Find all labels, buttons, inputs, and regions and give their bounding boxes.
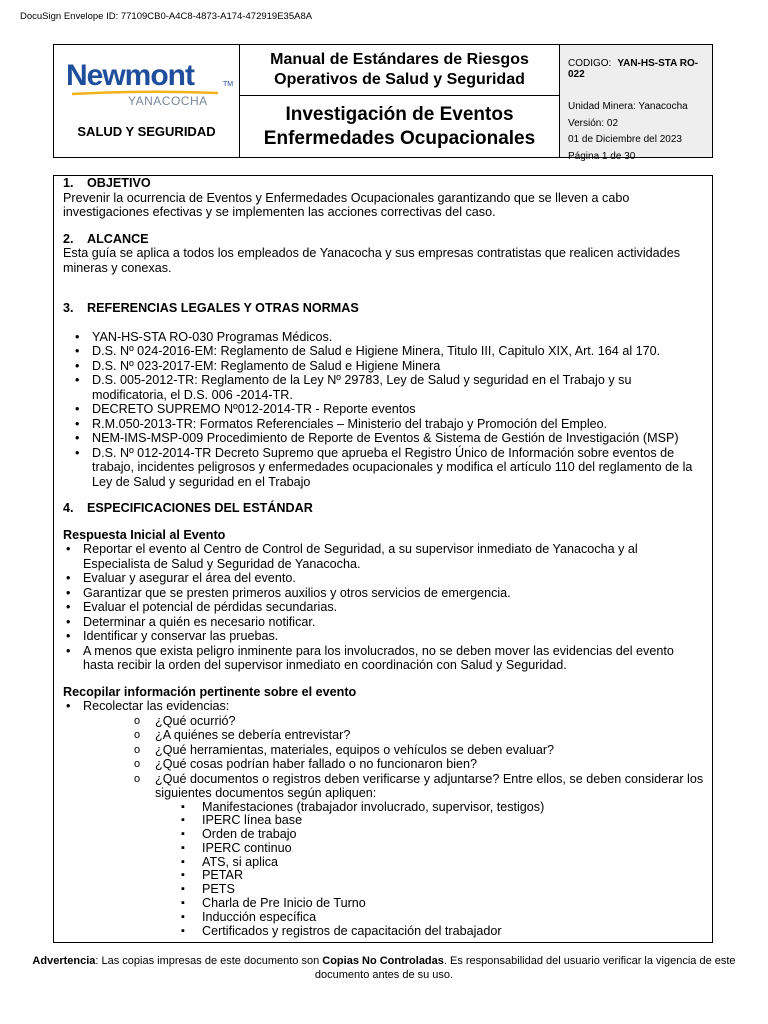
list-item: ▪ PETS: [63, 883, 704, 897]
version: Versión: 02: [568, 117, 619, 129]
warning-text-a: : Las copias impresas de este documento son: [95, 955, 323, 967]
docusign-envelope-id: DocuSign Envelope ID: 77109CB0-A4C8-4873-A174-472919E35A8A: [20, 11, 313, 22]
evidence-list: [63, 699, 704, 714]
list-item: • D.S. Nº 024-2016-EM: Reglamento de Salud e Higiene Minera, Titulo III, Capitulo XIX, Art. 164 al 170.: [63, 344, 704, 359]
document-header: [53, 44, 713, 162]
subheading-respuesta-inicial: Respuesta Inicial al Evento: [63, 527, 226, 542]
list-item: • R.M.050-2013-TR: Formatos Referenciales – Ministerio del trabajo y Promoción del Empleo.: [63, 417, 704, 432]
warning-label: Advertencia: [32, 955, 96, 967]
document-title-line-1: Investigación de Eventos: [285, 103, 514, 125]
list-item: • D.S. Nº 012-2014-TR Decreto Supremo que aprueba el Registro Único de Información sobre eventos de trabajo, incidentes peligrosos y enfermedades ocupacionales y modifica el artículo 110 del reglamento de la Ley de Salud y seguridad en el Trabajo: [63, 446, 704, 490]
document-title-line-2: Enfermedades Ocupacionales: [263, 127, 536, 149]
references-list: [63, 330, 704, 490]
issue-date: 01 de Diciembre del 2023: [568, 134, 682, 146]
code-value: YAN-HS-STA RO-022: [568, 58, 699, 80]
list-item: • A menos que exista peligro inminente para los involucrados, no se deben mover las evidencias del evento hasta recibir la orden del supervisor inmediato en coordinación con Salud y Seguridad.: [63, 644, 704, 673]
header-title-cell: [240, 45, 560, 157]
list-item: ▪ PETAR: [63, 869, 704, 883]
list-item: • DECRETO SUPREMO Nº012-2014-TR - Reporte eventos: [63, 402, 704, 417]
logo-wordmark: Newmont: [66, 59, 194, 92]
section-heading-alcance: 2. ALCANCE: [63, 231, 149, 246]
warning-text-b: . Es responsabilidad del usuario verificar la vigencia de este documento antes de su uso.: [314, 955, 736, 981]
list-item: o ¿Qué documentos o registros deben verificarse y adjuntarse? Entre ellos, se deben considerar los siguientes documentos según apliquen:: [63, 772, 704, 801]
footer-warning: [20, 954, 748, 982]
page-number: Página 1 de 30: [568, 150, 636, 162]
list-item: o ¿Qué ocurrió?: [63, 714, 704, 729]
section-heading-especificaciones: 4. ESPECIFICACIONES DEL ESTÁNDAR: [63, 501, 313, 515]
list-item: • Identificar y conservar las pruebas.: [63, 629, 704, 644]
manual-title: [240, 45, 559, 96]
list-item: o ¿Qué cosas podrían haber fallado o no funcionaron bien?: [63, 757, 704, 772]
document-body: [53, 175, 713, 943]
list-item: ▪ Certificados y registros de capacitación del trabajador: [63, 925, 704, 939]
list-item: • Evaluar el potencial de pérdidas secundarias.: [63, 600, 704, 615]
list-item: ▪ Orden de trabajo: [63, 828, 704, 842]
list-item: o ¿A quiénes se debería entrevistar?: [63, 728, 704, 743]
list-item: ▪ IPERC línea base: [63, 814, 704, 828]
list-item: • YAN-HS-STA RO-030 Programas Médicos.: [63, 330, 704, 345]
initial-response-list: [63, 542, 704, 673]
logo-subtitle: YANACOCHA: [128, 94, 208, 108]
list-item: ▪ ATS, si aplica: [63, 856, 704, 870]
list-item: ▪ IPERC continuo: [63, 842, 704, 856]
section-heading-objetivo: 1. OBJETIVO: [63, 176, 151, 190]
logo-trademark: TM: [223, 81, 234, 88]
list-item: • D.S. 005-2012-TR: Reglamento de la Ley Nº 29783, Ley de Salud y seguridad en el Trabajo y su modificatoria, el D.S. 006 -2014-TR.: [63, 373, 704, 402]
header-meta-cell: [560, 45, 712, 162]
list-item: • NEM-IMS-MSP-009 Procedimiento de Reporte de Eventos & Sistema de Gestión de Investigación (MSP): [63, 431, 704, 446]
list-item: • Determinar a quién es necesario notificar.: [63, 615, 704, 630]
mining-unit: Unidad Minera: Yanacocha: [568, 101, 688, 112]
header-logo-cell: [54, 45, 240, 157]
section-text-objetivo: Prevenir la ocurrencia de Eventos y Enfermedades Ocupacionales garantizando que se lleven a cabo investigaciones efectivas y se implementen las acciones correctivas del caso.: [63, 190, 630, 219]
document-title: [240, 96, 559, 157]
list-item: • Garantizar que se presten primeros auxilios y otros servicios de emergencia.: [63, 586, 704, 601]
code-label: CODIGO:: [568, 58, 612, 69]
list-item: ▪ Charla de Pre Inicio de Turno: [63, 897, 704, 911]
section-heading-referencias: 3. REFERENCIAS LEGALES Y OTRAS NORMAS: [63, 301, 359, 315]
subheading-recopilar-informacion: Recopilar información pertinente sobre el evento: [63, 684, 357, 699]
newmont-logo: [66, 59, 234, 115]
document-meta: [568, 99, 704, 165]
list-item: • D.S. Nº 023-2017-EM: Reglamento de Salud e Higiene Minera: [63, 359, 704, 374]
list-item: o ¿Qué herramientas, materiales, equipos o vehículos se deben evaluar?: [63, 743, 704, 758]
list-item: • Recolectar las evidencias:: [63, 699, 704, 714]
manual-title-line-1: Manual de Estándares de Riesgos: [270, 51, 529, 68]
department-label: SALUD Y SEGURIDAD: [77, 124, 216, 139]
warning-strong: Copias No Controladas: [322, 955, 444, 967]
manual-title-line-2: Operativos de Salud y Seguridad: [274, 71, 525, 88]
list-item: • Evaluar y asegurar el área del evento.: [63, 571, 704, 586]
questions-list: [63, 714, 704, 801]
list-item: ▪ Manifestaciones (trabajador involucrado, supervisor, testigos): [63, 801, 704, 815]
list-item: ▪ Inducción específica: [63, 911, 704, 925]
documents-list: [63, 801, 704, 939]
section-text-alcance: Esta guía se aplica a todos los empleados de Yanacocha y sus empresas contratistas que realicen actividades mineras y conexas.: [63, 246, 680, 275]
document-code: [568, 58, 704, 80]
list-item: • Reportar el evento al Centro de Control de Seguridad, a su supervisor inmediato de Yanacocha y al Especialista de Salud y Seguridad de Yanacocha.: [63, 542, 704, 571]
